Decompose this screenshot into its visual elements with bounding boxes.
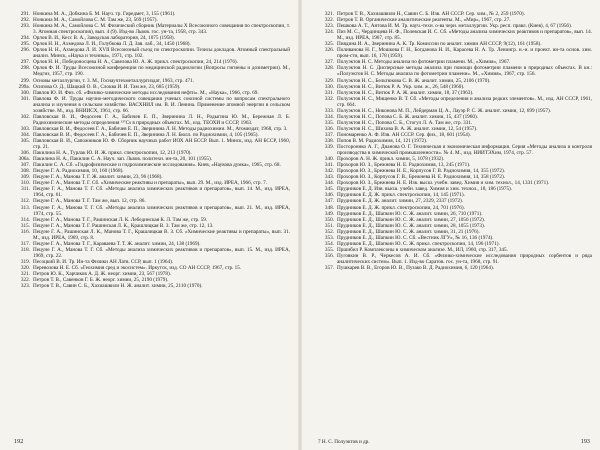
reference-entry	[318, 29, 592, 41]
reference-number: 342.	[324, 168, 334, 175]
reference-number: 307.	[20, 162, 30, 169]
reference-number: 338.	[324, 137, 334, 144]
reference-number: 355.	[324, 246, 334, 253]
reference-number: 299а.	[18, 83, 30, 90]
reference-number: 341.	[324, 162, 334, 169]
reference-number: 305.	[20, 137, 30, 144]
right-page-number: 193	[580, 438, 590, 445]
reference-text: Прохоров Ю. З., Брежнева Н. Е. Радиохимия, 13, 245 (1971).	[337, 162, 471, 169]
reference-number: 314.	[20, 216, 30, 223]
reference-text: Прохоров А. Н. Ж. прикл. химии, 5, 1078 (1932).	[337, 156, 445, 163]
reference-number: 345.	[324, 186, 334, 193]
reference-text: Полуэктов Н. С., Витюк Р. А. Ж. аналит. химии, 18, 37 (1963).	[337, 89, 474, 96]
reference-entry	[318, 65, 592, 77]
reference-text: Пешкова А. Т., Антова И. М. Тр. науч.-техн. о-ва черн. металлургии. Укр. респ. правл. (Киев), 4, 67 (1956).	[337, 23, 573, 30]
reference-text: Пецуне Г. А., Манова Т. Г. Сб. «Методы анализа химических реактивов и препаратов», вып. 21. М., изд. ИРЕА, 1974, стр. 55.	[33, 204, 290, 217]
reference-entry	[318, 47, 592, 59]
reference-number: 356.	[324, 252, 334, 259]
reference-text: Павловская В. И., Федосеев Г. А., Бабичев Е. П., Зверинина Л. Н. Бюлл. по Радиохимии, 4, 105 (1965).	[33, 131, 259, 138]
reference-number: 357.	[324, 264, 334, 271]
reference-number: 326.	[324, 47, 334, 54]
reference-number: 298.	[20, 65, 30, 72]
reference-text: Пономаренко А. Ф. Изв. АН СССР. Сер. физ., 18, 601 (1954).	[337, 131, 471, 138]
reference-number: 323.	[20, 283, 30, 290]
reference-text: Орлов Н. Н., Победоносцева Н. А., Савелова Ю. А. Ж. прикл. спектроскопии, 24, 214 (1976).	[33, 59, 238, 66]
reference-number: 336.	[324, 125, 334, 132]
reference-number: 350.	[324, 216, 334, 223]
reference-text: Полуэктов Н. С., Попова С. Б., Стогул Л. А. Там же, стр. 331.	[337, 119, 473, 126]
reference-number: 319.	[20, 258, 30, 265]
reference-number: 331.	[324, 89, 334, 96]
reference-number: 295.	[20, 41, 30, 48]
reference-number: 325.	[324, 41, 334, 48]
reference-text: Пакилин С. А. Сб. «Гидрофизические и гидрохимические исследования». Киев, «Наукова думка», 1965, стр. 68.	[33, 162, 281, 169]
reference-text: Петров Т. В. Органические аналитические реагенты. М., «Мир», 1967, стр. 27.	[337, 17, 511, 24]
reference-text: Прохоров Ю. З., Брежнева Н. Е., Корпусов Г. В. Радиохимия, 14, 355 (1972).	[337, 168, 505, 175]
reference-text: Павлова Ф. И. Труды научно-методического совещания ученых союзной системы по вопросам спектрального анализа и изучения в сельском хозяйстве. ВАСХНИЛ им. В. И. Ленина. Применение атомной энергии в сельском хозяйстве. М., изд. ВНИИСХ, 1961, стр. 66.	[33, 95, 290, 114]
reference-number: 332.	[324, 95, 334, 102]
reference-text: Прудников Е. Д. Ж. аналит. химии, 27, 2329, 2337 (1972).	[337, 198, 464, 205]
reference-text: Полуэктов Н. С. Методы анализа по фотометрии пламени. М., «Химия», 1967.	[337, 59, 511, 66]
reference-text: Орлов В. И., Кесс В. А., Заводская лаборатория, 24, 1075 (1958).	[33, 35, 175, 42]
reference-number: 312.	[20, 198, 30, 205]
reference-text: Пецуне Г. А., Рашинская Л. К., Манова Т. Г., Крашлицкая В. З. Сб. «Химические реактивы и препараты», вып. 31. М., изд. ИРЕА, 1969, стр. 8.	[33, 228, 290, 241]
reference-number: 343.	[324, 174, 334, 181]
reference-text: Полуэктов Н. С., Бельтюкова С. В. Ж. аналит. химии, 25, 2106 (1970).	[337, 77, 491, 84]
reference-text: Пиядина И. А., Зверинина А. К. Тр. Комиссии по аналит. химии АН СССР, 9(12), 161 (1958).	[337, 41, 542, 48]
reference-number: 323.	[324, 23, 334, 30]
reference-number: 346.	[324, 192, 334, 199]
reference-text: Пецуне Г. А., Манова Т. Г. Рашинская Л. К., Крашлицкая В. З. Там же, стр. 12, 13.	[33, 222, 214, 229]
reference-number: 352.	[324, 228, 334, 235]
reference-entry	[14, 186, 290, 198]
reference-entry	[318, 265, 592, 271]
reference-text: Прохоров Ю. З., Брежнева Н. Е. Изв. высш. учебн. завед. Химия и хим. технол., 14, 1331 (1971).	[337, 180, 550, 187]
reference-text: Полуэктов Н. С., Мищенко В. Т. Сб. «Методы определения и анализа редких элементов». М., изд. АН СССР, 1961, стр. 664.	[337, 95, 592, 108]
reference-text: Петров Т. В., Хахиашвили Н., Савин С. Б. Изв. АН СССР. Сер. хим., № 2, 259 (1970).	[337, 11, 525, 17]
reference-text: Пецуне Г. А., Манова Т. Г., Караваева Т. Т. Ж. аналит. химии, 24, 138 (1969).	[33, 240, 201, 247]
reference-number: 329.	[324, 77, 334, 84]
reference-text: Пецуне Г. А., Манова Т. Г. Там же, вып. 12, стр. 86.	[33, 198, 146, 205]
reference-text: Павловская В. И., Федосеев Г. А., Бабичев Е. П., Зверинина Л. Н. Методы радиохимии. М., Атомиздат, 1968, стр. 3.	[33, 125, 288, 132]
reference-number: 299.	[20, 77, 30, 84]
reference-number: 321.	[324, 11, 334, 17]
reference-number: 348.	[324, 204, 334, 211]
reference-text: Полуэктов Н. С., Витюк Р. А. Укр. хим. ж., 26, 548 (1960).	[337, 83, 465, 90]
reference-number: 292.	[20, 17, 30, 24]
reference-text: Прудников Е. Д. Ж. прикл. спектроскопии, 14, 145 (1971).	[337, 192, 465, 199]
reference-text: Прудников Е. Д., Шапкин Ю. С. Ж. аналит. химии, 27, 1056 (1972).	[337, 216, 485, 223]
reference-entry	[318, 144, 592, 156]
reference-text: Пецуне Г. А., Манова Т. Г. Сб. «Химические реактивы и препараты», вып. 29. М., изд. ИРЕА, 1966, стр. 7.	[33, 180, 268, 187]
reference-number: 315.	[20, 222, 30, 229]
reference-entry	[318, 253, 592, 265]
reference-number: 339.	[324, 144, 334, 151]
reference-number: 300.	[20, 89, 30, 96]
reference-text: Пецуне Г. А., Манова Т. Г., Рашинская Л. К. Лебединская К. Л. Там же, стр. 59.	[33, 216, 208, 223]
reference-number: 337.	[324, 131, 334, 138]
reference-entry	[14, 283, 290, 289]
reference-text: Нонкина М. А., Добкина Б. М. Науч. тр. Гиредмет, 3, 155 (1961).	[33, 11, 176, 17]
reference-number: 294.	[20, 35, 30, 42]
reference-number: 308.	[20, 168, 30, 175]
reference-number: 322.	[324, 17, 334, 24]
reference-entry	[14, 138, 290, 150]
reference-text: Петров Т. В., Савин С. Б., Хахиашвили Н. Ж. аналит. химии, 25, 2110 (1970).	[33, 283, 203, 290]
reference-number: 318.	[20, 246, 30, 253]
reference-text: Орлов Ф. И. Труды Всесоюзной конференции по медицинской радиологии (Вопросы гигиены и дозиметрии). М., Медгиз, 1957, стр. 190.	[33, 65, 290, 78]
reference-text: Полуэктов Н. С. Дисперсные методы анализа при помощи фотометрии пламени в природных объектах. В кн.: «Полуэктов Н. С. Методы анализа по фотометрии пламени». М., «Химия», 1967, стр. 156.	[337, 65, 592, 78]
reference-text: Орлов Н. Н., Ахмедова Л. И. XVII Всесоюзный съезд по спектроскопии. Тезисы докладов. Атомный спектральный анализ. Минск, «Наука и техника», 1971, стр. 102.	[33, 47, 290, 60]
reference-text: Пецуне Г. А., Манова Т. Г. Сб. «Методы анализа химических реактивов и препаратов», вып. 14. М., изд. ИРЕА, 1964, стр. 61.	[33, 186, 290, 199]
reference-text: Пиз М. С., Чердинцева Н. Ф., Полевская И. С. Сб. «Методы анализа химических реактивов и препаратов», вып. 14. М., изд. ИРЕА, 1967, стр. 85.	[337, 29, 592, 42]
reference-text: Петров Т. В., Савенков Г. Б. Ж. неорг. химии, 25, 2190 (1979).	[33, 277, 169, 284]
reference-text: Прудников Е. Д., Шапкин Ю. С. Сб. «Вестник ЛГУ», № 16, 136 (1974).	[337, 234, 494, 241]
reference-entry	[14, 23, 290, 35]
right-page	[300, 0, 600, 450]
reference-number: 320.	[20, 264, 30, 271]
reference-text: Прудников Е. Д., Шапкин Ю. С. Ж. аналит. химии, 26, 710 (1971).	[337, 210, 483, 217]
reference-number: 306а.	[18, 156, 30, 163]
reference-number: 316.	[20, 228, 30, 235]
reference-text: Полуэктов Н. С., Попова С. Б. Ж. аналит. химии, 15, 437 (1960).	[337, 113, 478, 120]
reference-number: 351.	[324, 222, 334, 229]
reference-number: 334.	[324, 113, 334, 120]
reference-number: 353.	[324, 234, 334, 241]
reference-number: 324.	[324, 29, 334, 36]
printer-signature: 7 Н. С. Полуэктов и др.	[318, 439, 370, 445]
reference-number: 330.	[324, 83, 334, 90]
reference-text: Пуговкин В. Р., Черкесов А. И. Сб. «Физико-химические исследования природных сорбентов и ряда аналитических систем». Вып. 1. Изд-во Саратов. гос. ун-та, 1968, стр. 91.	[337, 252, 592, 265]
reference-entry	[14, 47, 290, 59]
reference-number: 306.	[20, 150, 30, 157]
reference-text: Пакилина Н. А., Турлак Ю. И. Ж. прикл. спектроскопии, 12, 213 (1970).	[33, 150, 192, 157]
reference-number: 304.	[20, 131, 30, 138]
reference-text: Петров Ю. К., Харчиков А. Д. Ж. неорг. химии, 23, 567 (1978).	[33, 271, 171, 278]
reference-number: 291.	[20, 11, 30, 17]
reference-text: Попов В. М. Радиохимия, 14, 121 (1972).	[337, 137, 428, 144]
reference-entry	[14, 65, 290, 77]
reference-entry	[14, 96, 290, 114]
reference-text: Нонкина М. А., Самойлова С. М. Там же, 23, 569 (1957).	[33, 17, 158, 24]
reference-text: Постороннко А. Г., Дианова О. Г. Техническая и экономическая информация. Серия «Методы анализа и контроля производства в химической промышленности». № 4. М., изд. НИИТЭХим, 1974, стр. 57.	[337, 144, 592, 157]
reference-text: Пецуне Г. А., Манова Т. Г. Ж. аналит. химии, 23, 96 (1968).	[33, 174, 163, 181]
reference-number: 349.	[324, 210, 334, 217]
reference-number: 311.	[21, 186, 30, 193]
reference-text: Прудников Е. Д., Шапкин Ю. С. Ж. аналит. химии, 31, 21 (1976).	[337, 228, 480, 235]
reference-text: Пецуне Г. А. Радиохимия, 10, 160 (1968).	[33, 168, 124, 175]
reference-text: Осипова О. Д., Шацкий О. В., Слоква И. И. Там же, 23, 685 (1959).	[33, 83, 181, 90]
left-reference-list	[14, 11, 290, 289]
reference-text: Песоцкий В. И. Тр. Ин-та Физики АН Латв. ССР, вып. 1 (1964).	[33, 258, 174, 265]
reference-text: Прохоров Ю. З., Корпусов Г. В., Брежнева Н. Е. Радиохимия, 14, 358 (1972).	[337, 174, 505, 181]
reference-number: 310.	[20, 180, 30, 187]
reference-number: 354.	[324, 240, 334, 247]
reference-text: Пушкарев В. В., Егоров Ю. В., Пузако В. Д. Радиохимия, 6, 120 (1964).	[337, 264, 494, 271]
reference-number: 317.	[20, 240, 30, 247]
reference-number: 340.	[324, 156, 334, 163]
reference-number: 296.	[20, 47, 30, 54]
reference-text: Нонкина М. А., Самойлова С. М. Физический сборник (Материалы Х Всесоюзного совещания по спектроскопии, т. 3. Атомная спектроскопия), вып. 4 (9). Изд-во Львов. гос. ун-та, 1958, стр. 343.	[33, 23, 290, 36]
reference-number: 303.	[20, 125, 30, 132]
reference-text: Пршибил Р. Комплексоны в химическом анализе. М., ИЛ, 1960, стр. 317, 345.	[337, 246, 508, 253]
reference-number: 293.	[20, 23, 30, 30]
reference-number: 302.	[20, 113, 30, 120]
reference-text: Павловская В. И., Федосеев Г. А., Бабичев Е. П., Зверинина Л. Н., Родыгина Ю. М., Бережная Л. Б. Радиохимические методы определения ¹³⁷Cs в природных объектах. М., изд. ТЕОХИ и СССР, 1963.	[33, 113, 290, 126]
reference-number: 301.	[20, 95, 30, 102]
reference-number: 322.	[20, 277, 30, 284]
reference-entry	[14, 247, 290, 259]
reference-entry	[318, 96, 592, 108]
reference-text: Прудников Е. Д., Шапкин Ю. С. Ж. аналит. химии, 28, 1055 (1973).	[337, 222, 485, 229]
reference-entry	[14, 205, 290, 217]
reference-number: 333.	[324, 107, 334, 114]
reference-number: 335.	[324, 119, 334, 126]
reference-text: Перевозова Н. Е. Сб. «Геохимия сред и экосистем». Иркутск, изд. СО АН СССР, 1967, стр. 15.	[33, 264, 242, 271]
reference-text: Пецуне Г. А., Манова Т. Г. Сб. «Методы анализа химических реактивов и препаратов», вып. 15. М., изд. ИРЕА, 1969, стр. 22.	[33, 246, 290, 259]
reference-text: Прудников Е. Д. Изв. высш. учебн. завед. Химия и хим. технол., 18, 186 (1975).	[337, 186, 513, 193]
reference-number: 309.	[20, 174, 30, 181]
reference-text: Пакилина Н. А., Пакилин С. А. Науч. зап. Львов. политехн. ин-та, 20, 101 (1955).	[33, 156, 213, 163]
reference-text: Орлов Н. Н., Ахмедова Л. И., Голубкова Л. Д. Зав. лаб., 34, 1450 (1968).	[33, 41, 191, 48]
reference-text: Павловская В. И., Сапожников Ю. Ф. Сборник научных работ ИОХ АН БССР. Вып. 1. Минск, изд. АН БССР, 1960, стр. 21.	[33, 137, 290, 151]
reference-number: 313.	[20, 204, 30, 211]
reference-text: Полуэктов Н. С., Шихова В. А. Ж. аналит. химии, 12, 54 (1957).	[337, 125, 478, 132]
reference-number: 321.	[20, 271, 30, 278]
reference-number: 344.	[324, 180, 334, 187]
reference-entry	[14, 229, 290, 241]
reference-number: 297.	[20, 59, 30, 66]
reference-text: Полуэктов Н. С., Никонова М. П., Лейдерман Ц. А., Лауэр Р. С. Ж. аналит. химии, 12, 699 (1957).	[337, 107, 551, 114]
left-page-number: 192	[14, 438, 24, 445]
reference-number: 347.	[324, 198, 334, 205]
reference-text: Основы металлургии, т. 3. М., Госнаучтехметаллургиздат, 1963, стр. 471.	[33, 77, 195, 84]
reference-text: Прудников Е. Д., Шапкин Ю. С. Ж. прикл. спектроскопии, 14, 196 (1971).	[337, 240, 500, 247]
reference-text: Поливанова Н. Г., Мошкова Г. Н., Богданова Н. И., Карасева Н. А. Тр. Ленингр. н.-и. и проект. ин-та основ. хим. пром-сти, вып. 16, 178 (1959).	[337, 47, 592, 60]
reference-text: Прудников Е. Д. Ж. прикл. спектроскопии, 24, 701 (1976).	[337, 204, 465, 211]
reference-number: 328.	[324, 65, 334, 72]
reference-entry	[14, 114, 290, 126]
reference-text: Павлов Ю. И. Физ. сб. «Физико-химические методы исследования нефти». М., «Наука», 1966, стр. 69.	[33, 89, 259, 96]
reference-number: 327.	[324, 59, 334, 66]
right-reference-list	[318, 11, 592, 271]
